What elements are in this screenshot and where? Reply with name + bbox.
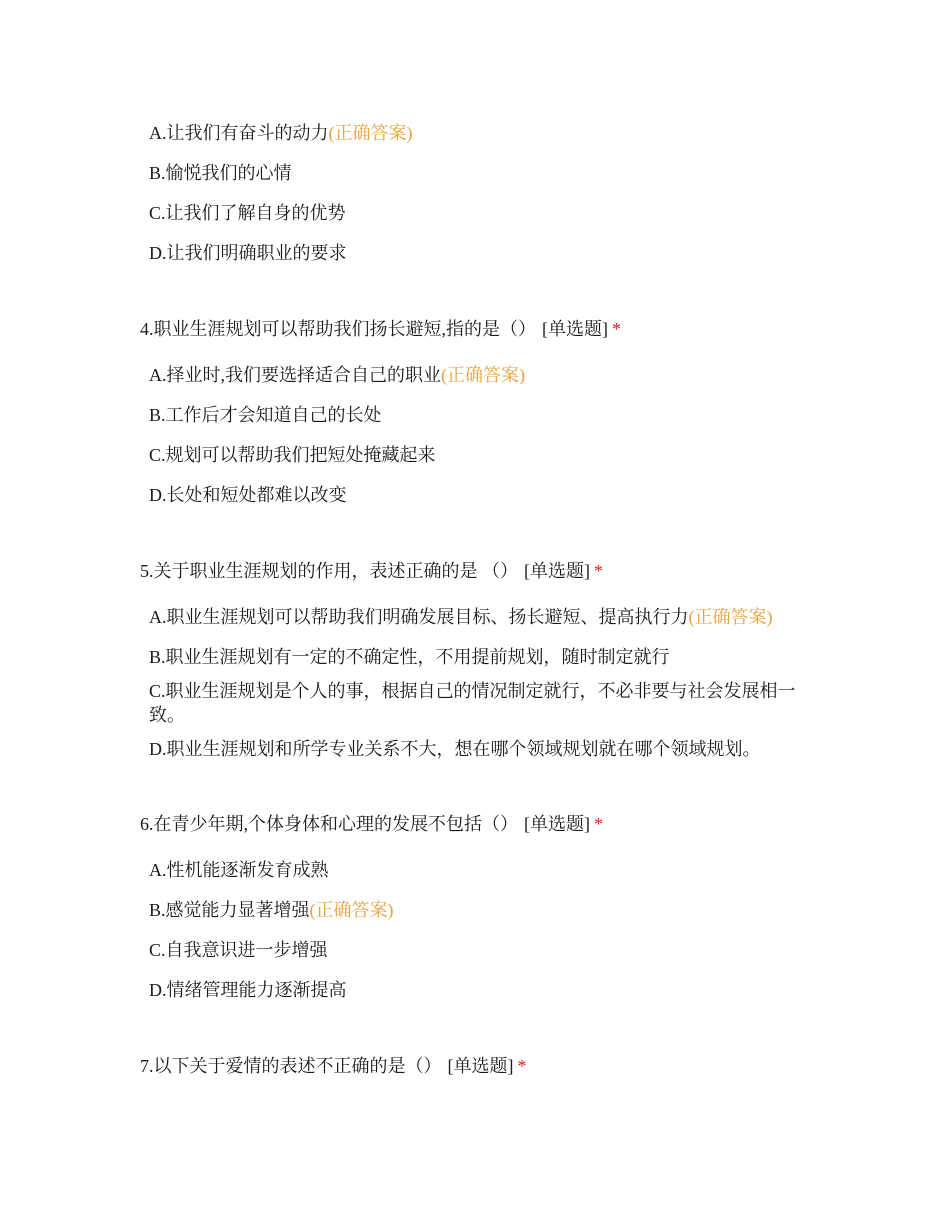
- option-6b[interactable]: B.感觉能力显著增强(正确答案): [149, 900, 394, 920]
- question-6-block: [140, 812, 810, 1002]
- question-5-title: 5.关于职业生涯规划的作用，表述正确的是 （） [单选题] *: [140, 561, 603, 581]
- correct-answer-tag: (正确答案): [328, 123, 413, 143]
- question-4-title: 4.职业生涯规划可以帮助我们扬长避短,指的是（） [单选题] *: [140, 319, 621, 339]
- option-4d[interactable]: D.长处和短处都难以改变: [149, 485, 347, 505]
- required-mark: *: [594, 561, 603, 581]
- question-type: [单选题]: [524, 814, 590, 834]
- option-3d[interactable]: D.让我们明确职业的要求: [149, 243, 347, 263]
- option-6d[interactable]: D.情绪管理能力逐渐提高: [149, 980, 347, 1000]
- question-3-block: [140, 121, 810, 265]
- question-4-block: [140, 317, 810, 507]
- option-5b[interactable]: B.职业生涯规划有一定的不确定性，不用提前规划，随时制定就行: [149, 647, 670, 667]
- option-3a[interactable]: A.让我们有奋斗的动力(正确答案): [149, 123, 413, 143]
- option-3c[interactable]: C.让我们了解自身的优势: [149, 203, 346, 223]
- option-4c[interactable]: C.规划可以帮助我们把短处掩藏起来: [149, 445, 436, 465]
- option-6c[interactable]: C.自我意识进一步增强: [149, 940, 328, 960]
- option-4b[interactable]: B.工作后才会知道自己的长处: [149, 405, 382, 425]
- question-6-title: 6.在青少年期,个体身体和心理的发展不包括（） [单选题] *: [140, 814, 603, 834]
- option-5a[interactable]: A.职业生涯规划可以帮助我们明确发展目标、扬长避短、提高执行力(正确答案): [149, 607, 773, 627]
- question-type: [单选题]: [524, 561, 590, 581]
- option-4a[interactable]: A.择业时,我们要选择适合自己的职业(正确答案): [149, 365, 525, 385]
- option-5d[interactable]: D.职业生涯规划和所学专业关系不大，想在哪个领域规划就在哪个领域规划。: [149, 739, 761, 759]
- question-7-title: 7.以下关于爱情的表述不正确的是（） [单选题] *: [140, 1056, 527, 1076]
- option-6a[interactable]: A.性机能逐渐发育成熟: [149, 860, 329, 880]
- question-7-block: [140, 1054, 810, 1078]
- question-5-block: [140, 559, 810, 761]
- question-type: [单选题]: [542, 319, 608, 339]
- question-type: [单选题]: [447, 1056, 514, 1076]
- correct-answer-tag: (正确答案): [309, 900, 394, 920]
- correct-answer-tag: (正确答案): [441, 365, 525, 385]
- correct-answer-tag: (正确答案): [688, 607, 773, 627]
- required-mark: *: [517, 1056, 527, 1076]
- option-3b[interactable]: B.愉悦我们的心情: [149, 163, 292, 183]
- option-5c[interactable]: C.职业生涯规划是个人的事，根据自己的情况制定就行，不必非要与社会发展相一致。: [149, 681, 796, 725]
- required-mark: *: [612, 319, 621, 339]
- required-mark: *: [594, 814, 603, 834]
